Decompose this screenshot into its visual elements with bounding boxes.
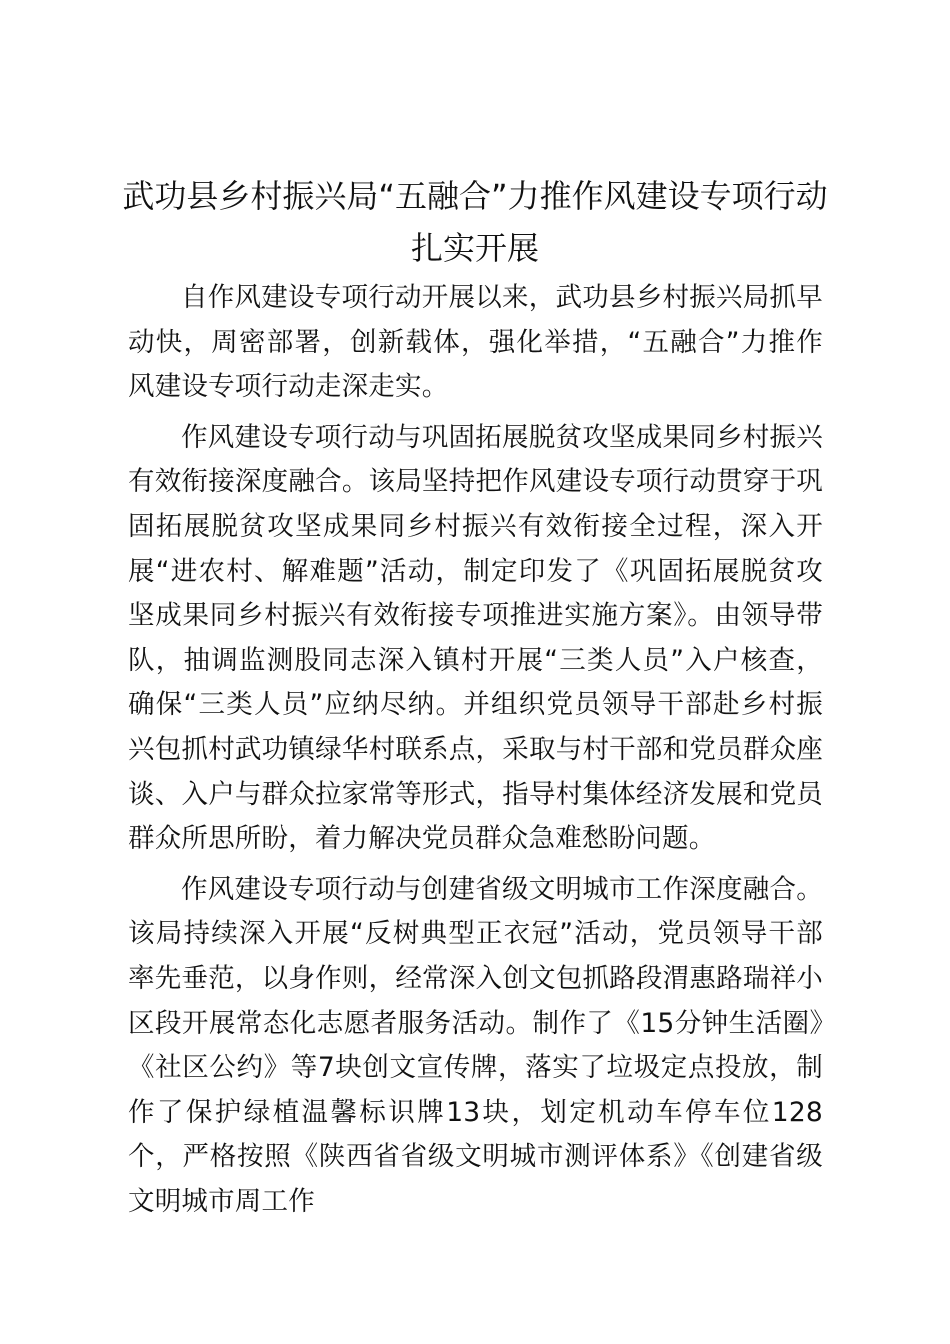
document-body (128, 276, 823, 1230)
paragraph-intro: 自作风建设专项行动开展以来，武功县乡村振兴局抓早动快，周密部署，创新载体，强化举措，“五融合”力推作风建设专项行动走深走实。 (128, 282, 823, 403)
paragraph-poverty-integration: 作风建设专项行动与巩固拓展脱贫攻坚成果同乡村振兴有效衔接深度融合。该局坚持把作风建设专项行动贯穿于巩固拓展脱贫攻坚成果同乡村振兴有效衔接全过程，深入开展“进农村、解难题”活动，制定印发了《巩固拓展脱贫攻坚成果同乡村振兴有效衔接专项推进实施方案》。由领导带队，抽调监测股同志深入镇村开展“三类人员”入户核查，确保“三类人员”应纳尽纳。并组织党员领导干部赴乡村振兴包抓村武功镇绿华村联系点，采取与村干部和党员群众座谈、入户与群众拉家常等形式，指导村集体经济发展和党员群众所思所盼，着力解决党员群众急难愁盼问题。 (128, 421, 823, 855)
paragraph-civilized-city: 作风建设专项行动与创建省级文明城市工作深度融合。该局持续深入开展“反树典型正衣冠”活动，党员领导干部率先垂范，以身作则，经常深入创文包抓路段渭惠路瑞祥小区段开展常态化志愿者服务活动。制作了《15分钟生活圈》《社区公约》等7块创文宣传牌，落实了垃圾定点投放，制作了保护绿植温馨标识牌13块，划定机动车停车位128个，严格按照《陕西省省级文明城市测评体系》《创建省级文明城市周工作 (128, 873, 823, 1217)
document-title: 武功县乡村振兴局“五融合”力推作风建设专项行动扎实开展 (122, 177, 828, 267)
